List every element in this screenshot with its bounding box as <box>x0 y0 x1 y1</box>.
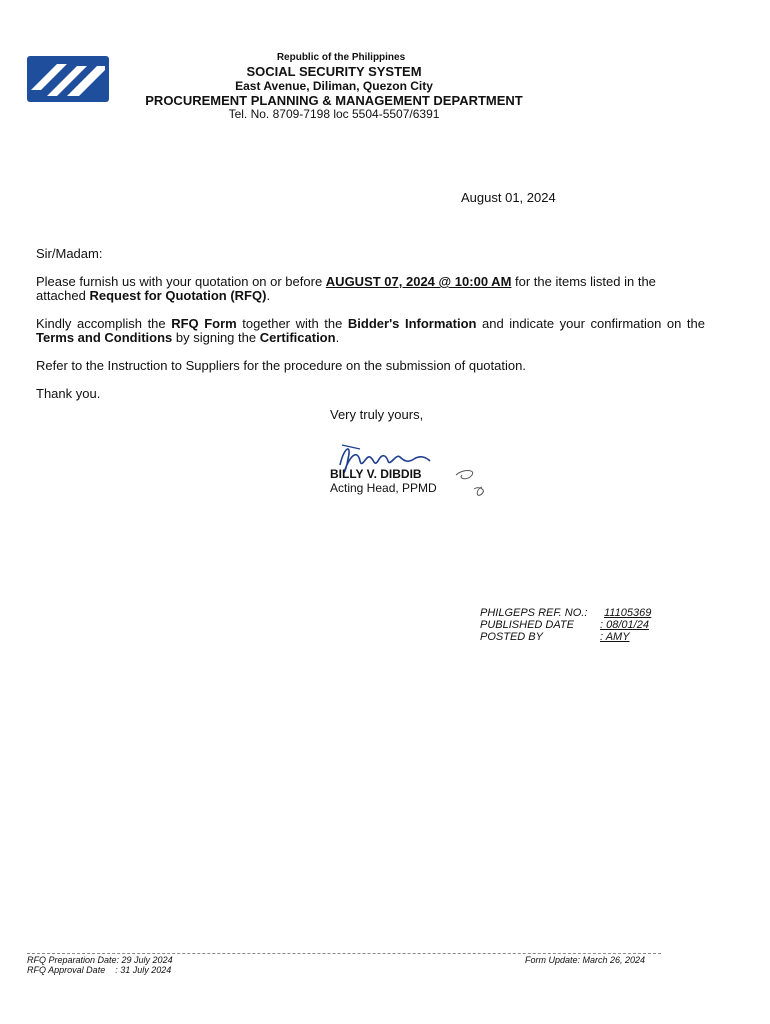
closing: Very truly yours, <box>330 407 424 422</box>
header-telephone: Tel. No. 8709-7198 loc 5504-5507/6391 <box>228 107 440 121</box>
footer-form-update: Form Update: March 26, 2024 <box>525 955 646 965</box>
salutation: Sir/Madam: <box>36 246 103 261</box>
deadline: AUGUST 07, 2024 @ 10:00 AM <box>325 274 512 289</box>
signer-name: BILLY V. DIBDIB <box>330 467 422 481</box>
footer-divider <box>27 953 661 954</box>
footer-prep-date: RFQ Preparation Date: 29 July 2024 <box>27 955 173 965</box>
published-date: PUBLISHED DATE : 08/01/24 <box>480 619 649 631</box>
signer-title: Acting Head, PPMD <box>330 481 437 495</box>
paragraph-instructions: Kindly accomplish the RFQ Form together with the Bidder's Information and indicate your confirmation on the Terms and Conditions by signing the Certification. <box>36 316 705 345</box>
header-republic: Republic of the Philippines <box>276 52 406 63</box>
header-agency: SOCIAL SECURITY SYSTEM <box>246 64 422 79</box>
letter-date: August 01, 2024 <box>461 190 556 205</box>
paragraph-thanks: Thank you. <box>36 386 101 401</box>
header-address: East Avenue, Diliman, Quezon City <box>235 79 433 93</box>
footer-approval-date: RFQ Approval Date : 31 July 2024 <box>27 965 172 975</box>
philgeps-ref: PHILGEPS REF. NO.: 11105369 <box>480 607 652 619</box>
paragraph-refer: Refer to the Instruction to Suppliers for the procedure on the submission of quotation. <box>36 358 526 373</box>
sss-logo <box>27 56 109 102</box>
paragraph-deadline: Please furnish us with your quotation on or before AUGUST 07, 2024 @ 10:00 AM for the items listed in the attached Request for Quotation (RFQ). <box>36 274 656 303</box>
header-department: PROCUREMENT PLANNING & MANAGEMENT DEPARTMENT <box>145 93 523 108</box>
posted-by: POSTED BY : AMY <box>480 631 630 643</box>
